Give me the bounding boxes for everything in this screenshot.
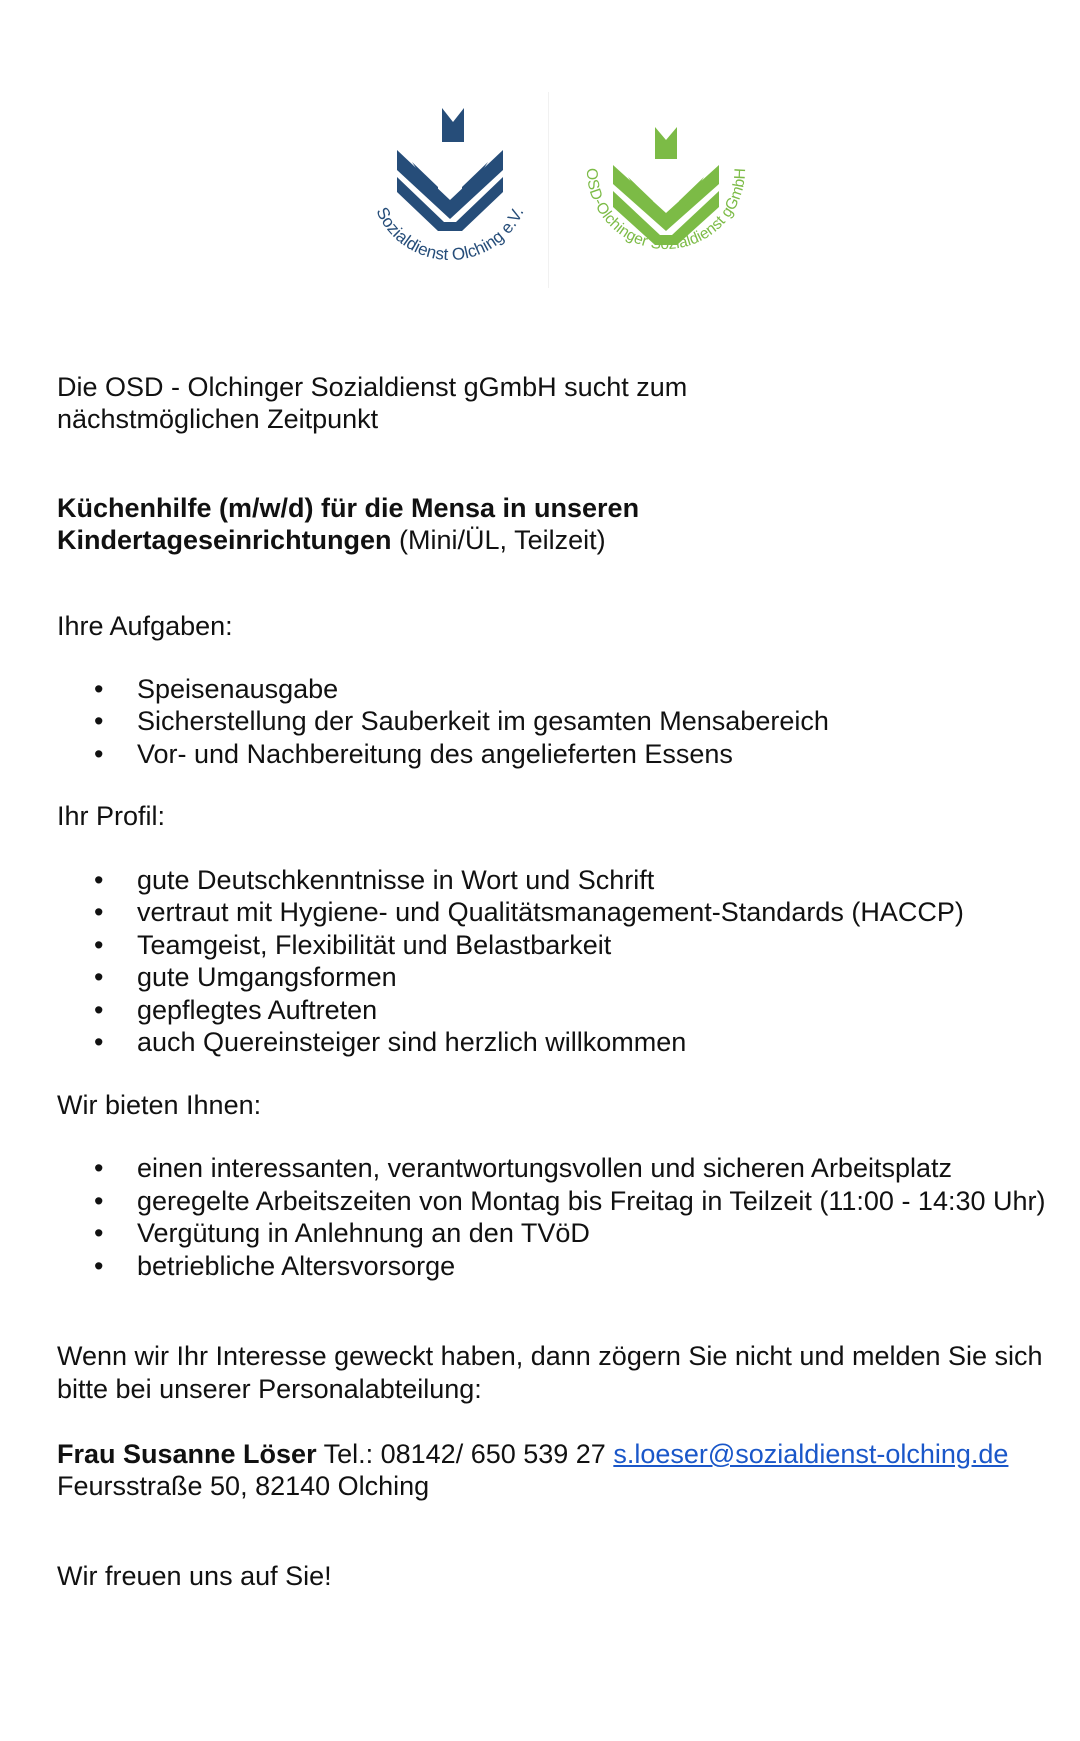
list-item: • Speisenausgabe [57,673,1057,706]
job-posting [57,371,1057,1592]
farewell-text: Wir freuen uns auf Sie! [57,1560,332,1591]
intro-text [57,371,1057,436]
contact-address: Feursstraße 50, 82140 Olching [57,1471,430,1502]
intro-line-1: Die OSD - Olchinger Sozialdienst gGmbH sucht zum [57,372,688,402]
list-item: • Sicherstellung der Sauberkeit im gesamten Mensabereich [57,705,1057,738]
list-item: • gute Umgangsformen [57,961,1057,994]
list-item: • gepflegtes Auftreten [57,994,1057,1027]
list-item: • Vergütung in Anlehnung an den TVöD [57,1217,1057,1250]
offer-heading: Wir bieten Ihnen: [57,1089,262,1120]
job-title [57,492,1057,557]
closing-line-1: Wenn wir Ihr Interesse geweckt haben, dann zögern Sie nicht und melden Sie sich [57,1341,1043,1372]
logo-left-text: Sozialdienst Olching e.V. [372,204,528,265]
job-title-line-2: Kindertageseinrichtungen [57,525,392,556]
list-item: • Vor- und Nachbereitung des angelieferten Essens [57,738,1057,771]
list-item: • Teamgeist, Flexibilität und Belastbarkeit [57,929,1057,962]
closing-text [57,1340,1057,1405]
closing-line-2: bitte bei unserer Personalabteilung: [57,1373,482,1404]
list-item: • geregelte Arbeitszeiten von Montag bis Freitag in Teilzeit (11:00 - 14:30 Uhr) [57,1185,1057,1218]
osd-gGmbH-logo [573,115,758,300]
offer-list [57,1152,1057,1282]
contact-email-link[interactable]: s.loeser@sozialdienst-olching.de [613,1439,1009,1470]
contact-name: Frau Susanne Löser [57,1439,317,1470]
list-item: • einen interessanten, verantwortungsvollen und sicheren Arbeitsplatz [57,1152,1057,1185]
logo-right-text: OSD-Olchinger Sozialdienst gGmbH [582,167,750,254]
list-item: • auch Quereinsteiger sind herzlich willkommen [57,1026,1057,1059]
job-title-details: (Mini/ÜL, Teilzeit) [391,525,606,556]
profile-heading: Ihr Profil: [57,801,166,832]
job-title-line-1: Küchenhilfe (m/w/d) für die Mensa in unseren [57,492,640,523]
contact-block [57,1438,1057,1503]
logo-left-emblem [397,108,503,231]
sozialdienst-olching-logo [352,92,548,288]
list-item: • vertraut mit Hygiene- und Qualitätsmanagement-Standards (HACCP) [57,896,1057,929]
tasks-list [57,673,1057,771]
list-item: • betriebliche Altersvorsorge [57,1250,1057,1283]
contact-phone: Tel.: 08142/ 650 539 27 [316,1439,614,1470]
list-item: • gute Deutschkenntnisse in Wort und Schrift [57,864,1057,897]
logo-divider [548,92,549,288]
tasks-heading: Ihre Aufgaben: [57,610,233,641]
header-logos [0,0,1080,300]
intro-line-2: nächstmöglichen Zeitpunkt [57,404,379,435]
profile-list [57,864,1057,1059]
